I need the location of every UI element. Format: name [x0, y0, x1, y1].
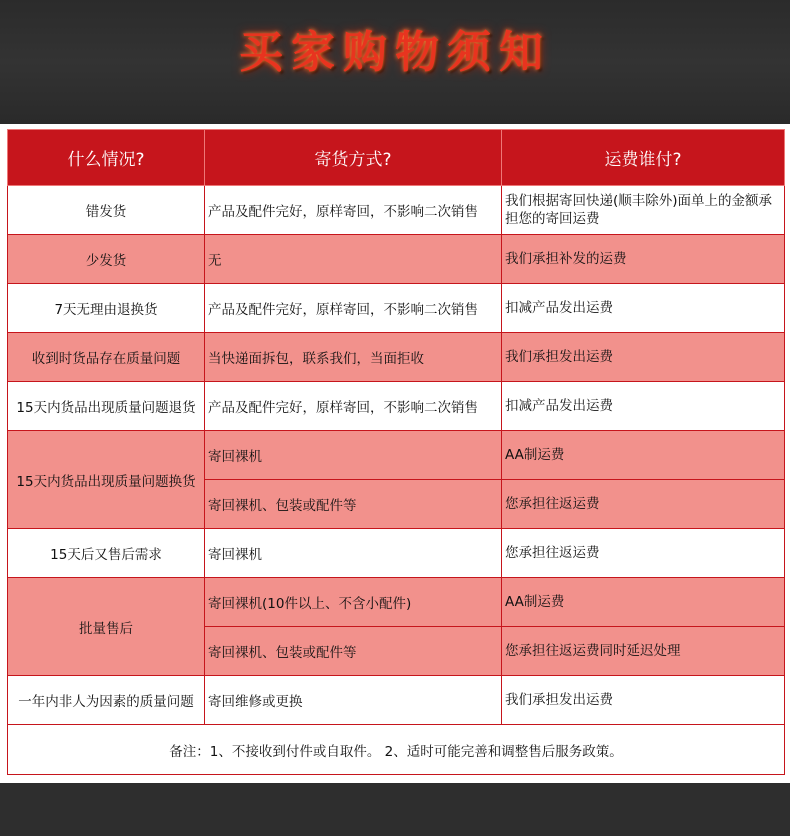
situation-cell: 收到时货品存在质量问题	[8, 333, 205, 382]
method-cell: 寄回裸机、包装或配件等	[205, 627, 502, 676]
situation-cell: 一年内非人为因素的质量问题	[8, 676, 205, 725]
situation-cell: 15天内货品出现质量问题换货	[8, 431, 205, 529]
method-cell: 寄回裸机	[205, 431, 502, 480]
page-title: 买家购物须知	[239, 27, 551, 78]
situation-cell: 15天内货品出现质量问题退货	[8, 382, 205, 431]
fee-cell: 我们承担补发的运费	[502, 235, 785, 284]
fee-cell: 您承担往返运费	[502, 480, 785, 529]
fee-cell: 我们根据寄回快递(顺丰除外)面单上的金额承担您的寄回运费	[502, 186, 785, 235]
method-cell: 当快递面拆包，联系我们，当面拒收	[205, 333, 502, 382]
method-cell: 寄回裸机、包装或配件等	[205, 480, 502, 529]
table-row	[8, 333, 785, 382]
fee-cell: 扣减产品发出运费	[502, 382, 785, 431]
page-header	[0, 0, 790, 124]
fee-cell: 您承担往返运费	[502, 529, 785, 578]
header-situation: 什么情况?	[8, 130, 205, 186]
fee-cell: AA制运费	[502, 578, 785, 627]
method-cell: 寄回裸机	[205, 529, 502, 578]
situation-cell: 7天无理由退换货	[8, 284, 205, 333]
table-row	[8, 186, 785, 235]
situation-cell: 15天后又售后需求	[8, 529, 205, 578]
method-cell: 产品及配件完好，原样寄回，不影响二次销售	[205, 186, 502, 235]
note-text: 备注：1、不接收到付件或自取件。 2、适时可能完善和调整售后服务政策。	[8, 725, 785, 775]
fee-cell: AA制运费	[502, 431, 785, 480]
table-row	[8, 676, 785, 725]
method-cell: 产品及配件完好，原样寄回，不影响二次销售	[205, 382, 502, 431]
method-cell: 寄回裸机(10件以上、不含小配件)	[205, 578, 502, 627]
situation-cell: 批量售后	[8, 578, 205, 676]
footer-bar	[0, 783, 790, 836]
shopping-notice-table	[7, 129, 785, 775]
table-row	[8, 235, 785, 284]
header-method: 寄货方式?	[205, 130, 502, 186]
fee-cell: 我们承担发出运费	[502, 676, 785, 725]
table-row	[8, 578, 785, 627]
method-cell: 无	[205, 235, 502, 284]
situation-cell: 错发货	[8, 186, 205, 235]
table-row	[8, 529, 785, 578]
fee-cell: 扣减产品发出运费	[502, 284, 785, 333]
method-cell: 寄回维修或更换	[205, 676, 502, 725]
table-row	[8, 382, 785, 431]
table-row	[8, 284, 785, 333]
note-row	[8, 725, 785, 775]
fee-cell: 您承担往返运费同时延迟处理	[502, 627, 785, 676]
header-fee: 运费谁付?	[502, 130, 785, 186]
situation-cell: 少发货	[8, 235, 205, 284]
table-row	[8, 431, 785, 480]
fee-cell: 我们承担发出运费	[502, 333, 785, 382]
method-cell: 产品及配件完好，原样寄回，不影响二次销售	[205, 284, 502, 333]
